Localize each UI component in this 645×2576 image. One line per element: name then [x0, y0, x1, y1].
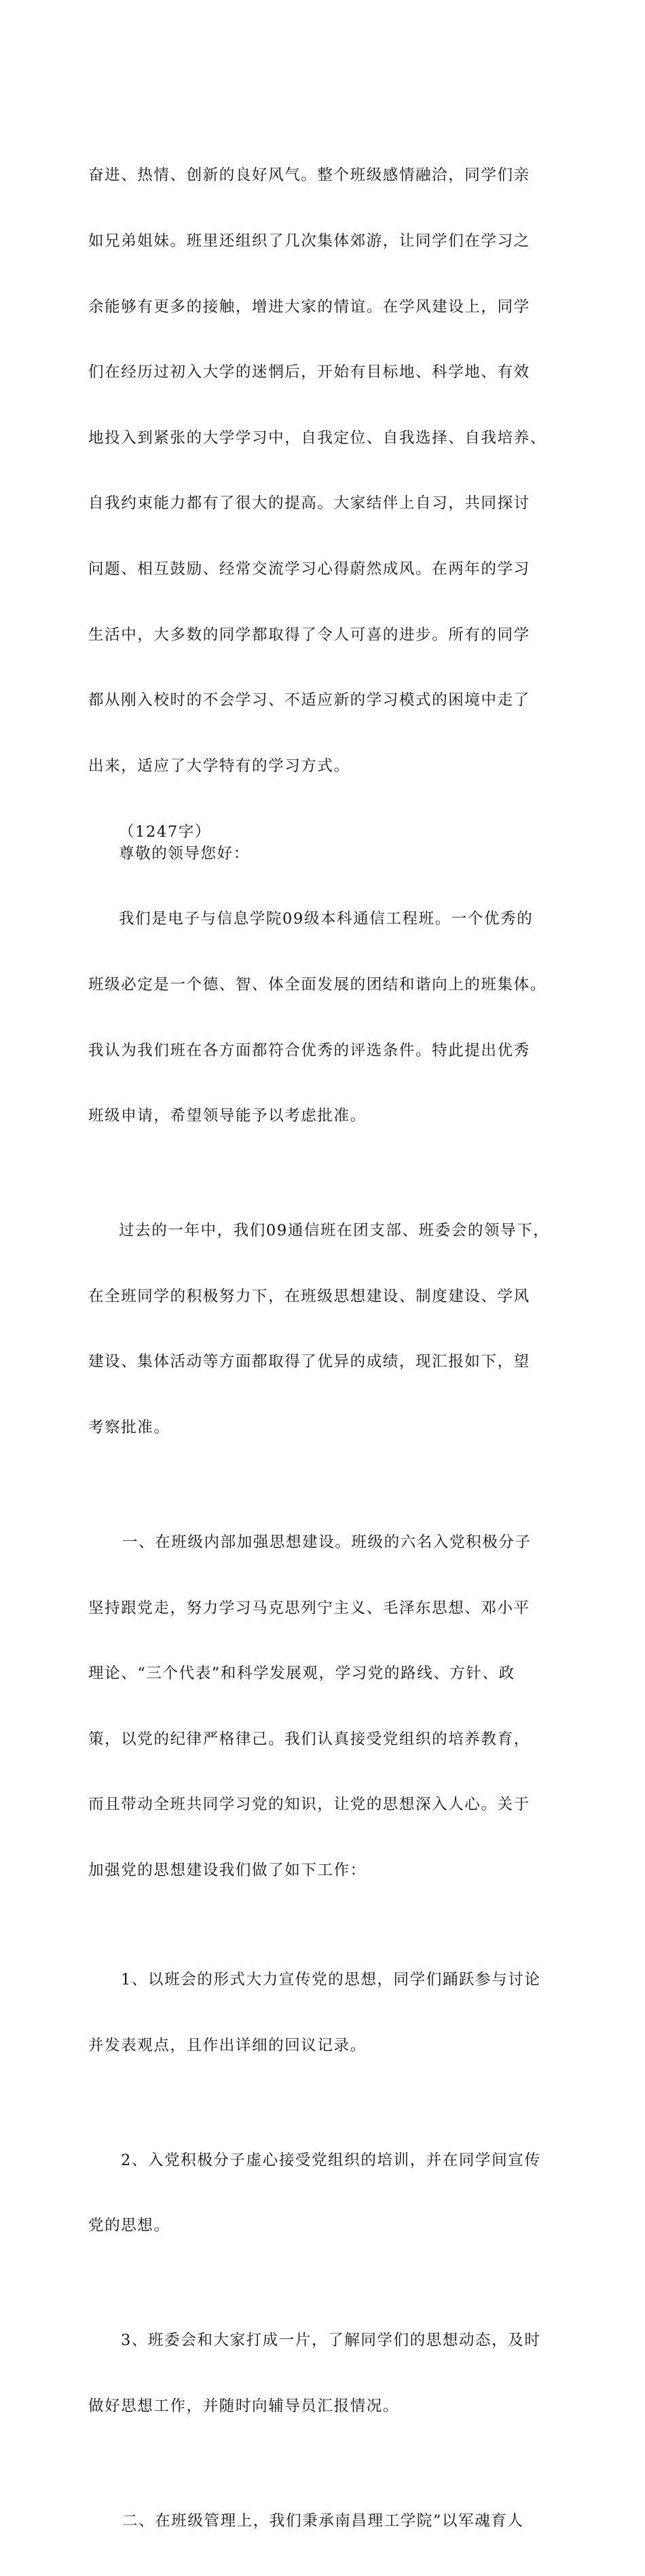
paragraph-past-year: [88, 1176, 564, 1483]
text-line: 出来，适应了大学特有的学习方式。: [88, 757, 350, 775]
text-line: 2、入党积极分子虚心接受党组织的培训，并在同学间宣传: [121, 2151, 541, 2169]
text-line: 1、以班会的形式大力宣传党的思想，同学们踊跃参与讨论: [121, 1971, 541, 1989]
paragraph-class-atmosphere: [88, 121, 564, 821]
text-line: 生活中，大多数的同学都取得了令人可喜的进步。所有的同学: [88, 625, 530, 644]
text-line: 建设、集体活动等方面都取得了优异的成绩，现汇报如下，望: [88, 1353, 530, 1371]
text-line: 加强党的思想建设我们做了如下工作：: [88, 1862, 367, 1880]
text-line: 考察批准。: [88, 1418, 170, 1436]
text-line: 余能够有更多的接触，增进大家的情谊。在学风建设上，同学: [88, 297, 530, 316]
text-line: 奋进、热情、创新的良好风气。整个班级感情融洽，同学们亲: [88, 166, 530, 185]
list-item-2: [88, 2105, 564, 2281]
text-line: 坚持跟党走，努力学习马克思列宁主义、毛泽东思想、邓小平: [88, 1599, 530, 1617]
paragraph-ideology: [88, 1488, 564, 1925]
text-line: 如兄弟姐妹。班里还组织了几次集体郊游，让同学们在学习之: [88, 232, 530, 251]
list-item-3: [88, 2286, 564, 2461]
text-line: 二、在班级管理上，我们秉承南昌理工学院”以军魂育人: [122, 2511, 524, 2530]
text-line: 策，以党的纪律严格律己。我们认真接受党组织的培养教育，: [88, 1730, 530, 1748]
text-line: 自我约束能力都有了很大的提高。大家结伴上自习，共同探讨: [88, 494, 530, 513]
list-item-1: [88, 1925, 564, 2101]
text-line: 理论、“三个代表”和科学发展观，学习党的路线、方针、政: [88, 1665, 515, 1683]
text-line: 做好思想工作，并随时向辅导员汇报情况。: [88, 2397, 399, 2415]
text-line: 并发表观点，且作出详细的回议记录。: [88, 2036, 367, 2054]
text-line: 我认为我们班在各方面都符合优秀的评选条件。特此提出优秀: [88, 1041, 530, 1059]
text-line: 而且带动全班共同学习党的知识，让党的思想深入人心。关于: [88, 1796, 530, 1814]
text-line: 在全班同学的积极努力下，在班级思想建设、制度建设、学风: [88, 1287, 530, 1305]
text-line: 一、在班级内部加强思想建设。班级的六名入党积极分子: [122, 1534, 532, 1551]
greeting: 尊敬的领导您好：: [119, 844, 250, 863]
text-line: 我们是电子与信息学院09级本科通信工程班。一个优秀的: [119, 910, 534, 928]
text-line: 过去的一年中，我们09通信班在团支部、班委会的领导下，: [119, 1222, 550, 1240]
text-line: 班级必定是一个德、智、体全面发展的团结和谐向上的班集体。: [88, 975, 547, 994]
word-count: （1247字）: [119, 822, 211, 841]
document-body: [88, 121, 564, 2576]
text-line: 地投入到紧张的大学学习中，自我定位、自我选择、自我培养、: [88, 429, 547, 447]
text-line: 问题、相互鼓励、经常交流学习心得蔚然成风。在两年的学习: [88, 560, 530, 579]
paragraph-introduction: [88, 865, 564, 1171]
text-line: 班级申请，希望领导能予以考虑批准。: [88, 1107, 367, 1125]
paragraph-management: [88, 2467, 564, 2576]
text-line: 3、班委会和大家打成一片，了解同学们的思想动态，及时: [121, 2332, 541, 2350]
text-line: 们在经历过初入大学的迷惘后，开始有目标地、科学地、有效: [88, 363, 530, 382]
text-line: 都从刚入校时的不会学习、不适应新的学习模式的困境中走了: [88, 691, 530, 710]
text-line: 党的思想。: [88, 2217, 170, 2235]
